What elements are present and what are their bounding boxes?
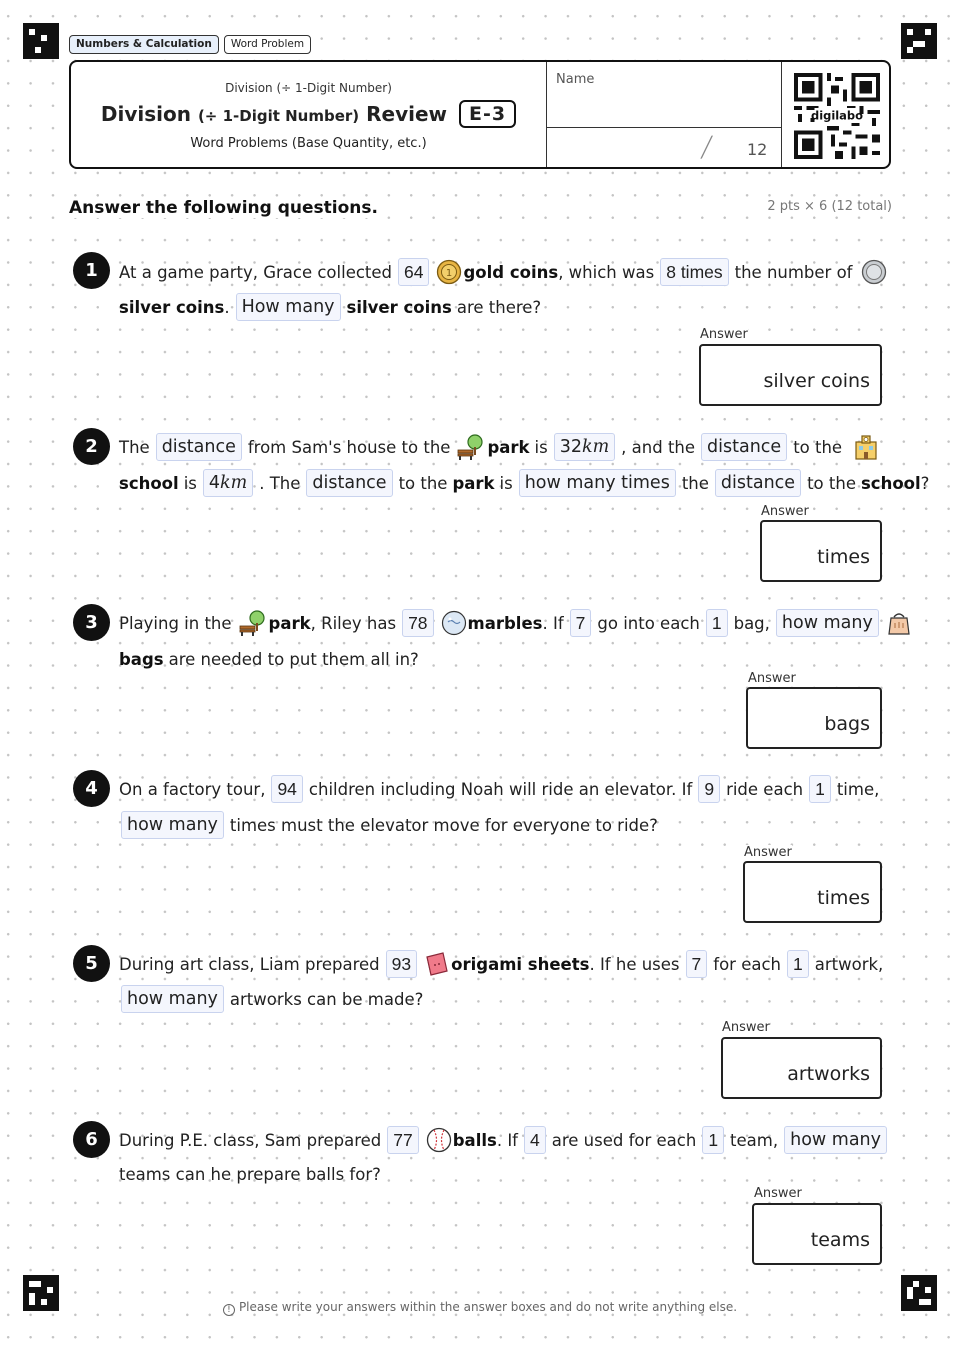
answer-box-6[interactable] (752, 1203, 882, 1265)
value-box: 93 (386, 950, 417, 978)
title-review: Review (366, 102, 448, 126)
value-box: 4km (203, 469, 253, 497)
tag-category: Numbers & Calculation (69, 35, 219, 54)
question-6-line-2: teams can he prepare balls for? (119, 1164, 381, 1184)
question-number-5: 5 (73, 945, 110, 982)
place-park: park (268, 613, 311, 633)
question-4-line-1: On a factory tour, 94 children including Noah will ride an elevator. If 9 ride each 1 time, (119, 774, 879, 804)
value-box: 4 (524, 1126, 546, 1154)
baseball-icon (426, 1127, 452, 1153)
info-icon: ! (223, 1304, 235, 1316)
answer-unit-3: bags (824, 713, 870, 735)
value-box: 94 (271, 775, 302, 803)
value-box: 64 (398, 258, 429, 286)
question-2-line-2: school is 4km . The distance to the park is how many times the distance to the school ? (119, 468, 929, 498)
score-field[interactable] (546, 128, 781, 169)
page-title (71, 100, 546, 128)
worksheet-code: E-3 (459, 100, 516, 128)
place-school: school (119, 473, 179, 493)
answer-label-1: Answer (700, 327, 748, 342)
gold-coin-icon (436, 259, 462, 285)
distance-box: distance (156, 433, 242, 461)
answer-label-2: Answer (761, 504, 809, 519)
item-silver-coins: silver coins (119, 297, 225, 317)
item-balls: balls (452, 1130, 497, 1150)
title-paren: (÷ 1-Digit Number) (197, 107, 360, 125)
answer-label-3: Answer (748, 671, 796, 686)
value-box: 9 (698, 775, 720, 803)
how-many-box: How many (236, 293, 341, 321)
instruction: Answer the following questions. (69, 198, 378, 218)
marble-icon (441, 610, 467, 636)
qr-code (781, 62, 891, 169)
score-slash: / (699, 130, 715, 163)
question-2-line-1: The distance from Sam's house to the park is 32km , and the distance to the (119, 432, 881, 462)
park-icon (456, 433, 486, 461)
value-box: 78 (402, 609, 433, 637)
score-total: 12 (747, 140, 768, 159)
answer-unit-5: artworks (787, 1063, 870, 1085)
points-info: 2 pts × 6 (12 total) (767, 199, 892, 214)
answer-label-6: Answer (754, 1186, 802, 1201)
origami-icon (424, 951, 450, 977)
distance-box: distance (701, 433, 787, 461)
footer-text: Please write your answers within the answer boxes and do not write anything else. (238, 1300, 738, 1314)
question-3-line-2: bags are needed to put them all in? (119, 649, 419, 669)
item-gold-coins: gold coins (463, 262, 559, 282)
how-many-box: how many (776, 609, 879, 637)
how-many-box: how many (121, 985, 224, 1013)
answer-box-1[interactable] (699, 344, 882, 406)
question-1-line-1: At a game party, Grace collected 64 1 gold coins , which was 8 times the number of (119, 257, 888, 287)
value-box: 77 (387, 1126, 418, 1154)
svg-text:digilabo: digilabo (811, 108, 863, 123)
question-6-line-1: During P.E. class, Sam prepared 77 balls . If 4 are used for each 1 team, how many (119, 1125, 893, 1155)
answer-label-5: Answer (722, 1020, 770, 1035)
distance-box: distance (715, 469, 801, 497)
park-icon (238, 609, 268, 637)
item-marbles: marbles (467, 613, 543, 633)
footer-note (0, 1300, 960, 1316)
school-icon (852, 433, 880, 461)
corner-marker-top-left (23, 23, 59, 59)
question-5-line-1: During art class, Liam prepared 93 origami sheets . If he uses 7 for each 1 artwork, (119, 949, 883, 979)
title-block (71, 62, 546, 167)
question-1-line-2: silver coins . How many silver coins are there? (119, 292, 541, 322)
value-box: 1 (809, 775, 831, 803)
item-origami-sheets: origami sheets (451, 954, 590, 974)
answer-box-3[interactable] (746, 687, 882, 749)
question-number-3: 3 (73, 604, 110, 641)
answer-box-4[interactable] (743, 861, 882, 923)
place-park: park (487, 437, 530, 457)
name-field[interactable] (546, 62, 781, 128)
value-box: 7 (686, 950, 708, 978)
bag-icon (886, 609, 912, 637)
how-many-times-box: how many times (519, 469, 676, 497)
how-many-box: how many (121, 811, 224, 839)
answer-unit-1: silver coins (763, 370, 870, 392)
value-box: 1 (702, 1126, 724, 1154)
value-box: 7 (570, 609, 592, 637)
distance-box: distance (306, 469, 392, 497)
question-number-1: 1 (73, 252, 110, 289)
question-3-line-1: Playing in the park , Riley has 78 marbles . If 7 go into each 1 bag, how many (119, 608, 913, 638)
header-subtitle: Division (÷ 1-Digit Number) (225, 81, 392, 95)
answer-unit-2: times (817, 546, 870, 568)
value-box: 1 (706, 609, 728, 637)
worksheet-header (69, 60, 891, 169)
answer-unit-6: teams (810, 1229, 870, 1251)
answer-unit-4: times (817, 887, 870, 909)
answer-box-5[interactable] (721, 1037, 882, 1099)
question-number-6: 6 (73, 1121, 110, 1158)
value-box: 1 (787, 950, 809, 978)
question-5-line-2: how many artworks can be made? (119, 984, 423, 1014)
category-tags (69, 35, 311, 54)
answer-box-2[interactable] (760, 520, 882, 582)
header-subtitle-2: Word Problems (Base Quantity, etc.) (190, 136, 427, 151)
value-box: 32km (554, 433, 615, 461)
title-main: Division (100, 102, 191, 126)
question-4-line-2: how many times must the elevator move for everyone to ride? (119, 810, 658, 840)
svg-text:1: 1 (446, 268, 453, 279)
name-label: Name (556, 72, 595, 87)
times-box: 8 times (660, 258, 728, 286)
how-many-box: how many (784, 1126, 887, 1154)
item-bags: bags (119, 649, 164, 669)
corner-marker-top-right (901, 23, 937, 59)
silver-coin-icon (861, 259, 887, 285)
tag-type: Word Problem (224, 35, 311, 54)
question-number-2: 2 (73, 428, 110, 465)
answer-label-4: Answer (744, 845, 792, 860)
question-number-4: 4 (73, 770, 110, 807)
